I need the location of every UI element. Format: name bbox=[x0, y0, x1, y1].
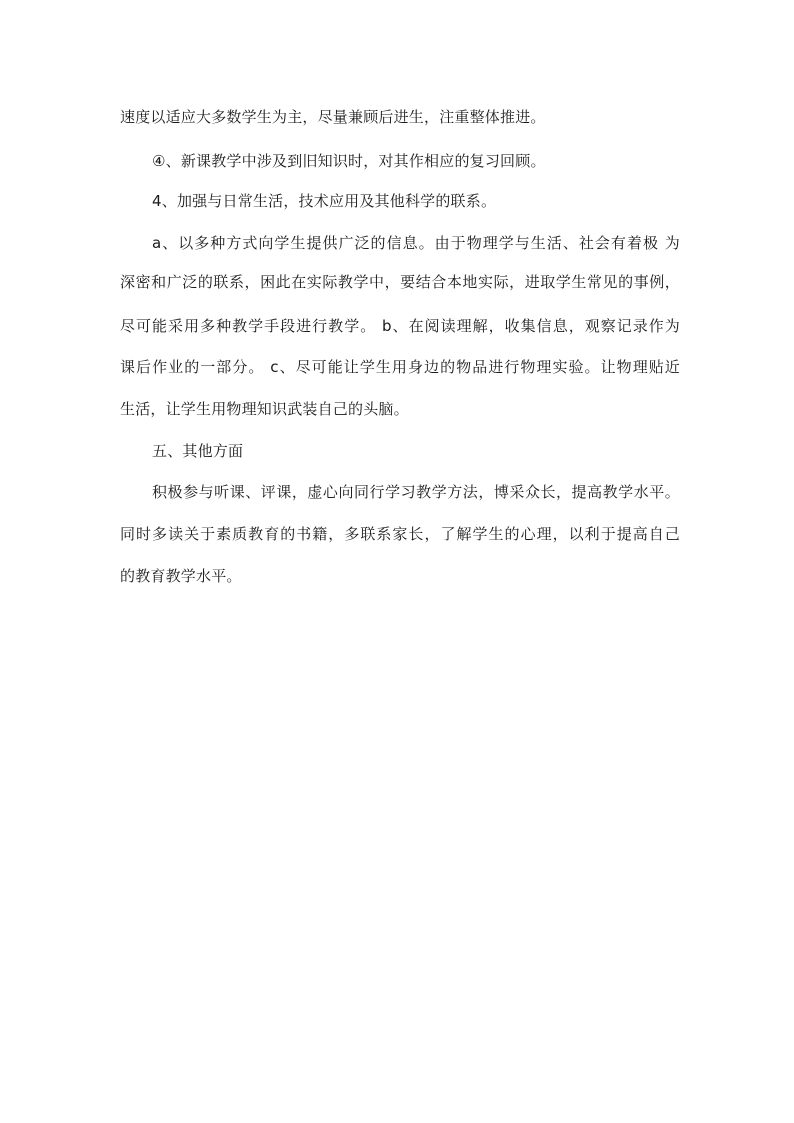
section-heading: 4、加强与日常生活，技术应用及其他科学的联系。 bbox=[152, 192, 497, 210]
paragraph-line: 的教育教学水平。 bbox=[120, 567, 242, 585]
paragraph-line: 速度以适应大多数学生为主，尽量兼顾后进生，注重整体推进。 bbox=[120, 108, 546, 126]
paragraph-line: 同时多读关于素质教育的书籍，多联系家长，了解学生的心理，以利于提高自己 bbox=[120, 525, 680, 543]
section-heading: 五、其他方面 bbox=[152, 442, 244, 460]
paragraph-line: 尽可能采用多种教学手段进行教学。 b、在阅读理解，收集信息，观察记录作为 bbox=[120, 317, 680, 335]
paragraph-line: 课后作业的一部分。 c、尽可能让学生用身边的物品进行物理实验。让物理贴近 bbox=[120, 358, 680, 376]
paragraph-line: 积极参与听课、评课，虚心向同行学习教学方法，博采众长，提高教学水平。 bbox=[152, 483, 680, 501]
paragraph-line: 生活，让学生用物理知识武装自己的头脑。 bbox=[120, 400, 409, 418]
paragraph-line: 深密和广泛的联系，困此在实际教学中，要结合本地实际，进取学生常见的事例， bbox=[120, 273, 680, 291]
paragraph-line: ④、新课教学中涉及到旧知识时，对其作相应的复习回顾。 bbox=[152, 152, 546, 170]
paragraph-line: a、以多种方式向学生提供广泛的信息。由于物理学与生活、社会有着极 为 bbox=[152, 234, 680, 252]
